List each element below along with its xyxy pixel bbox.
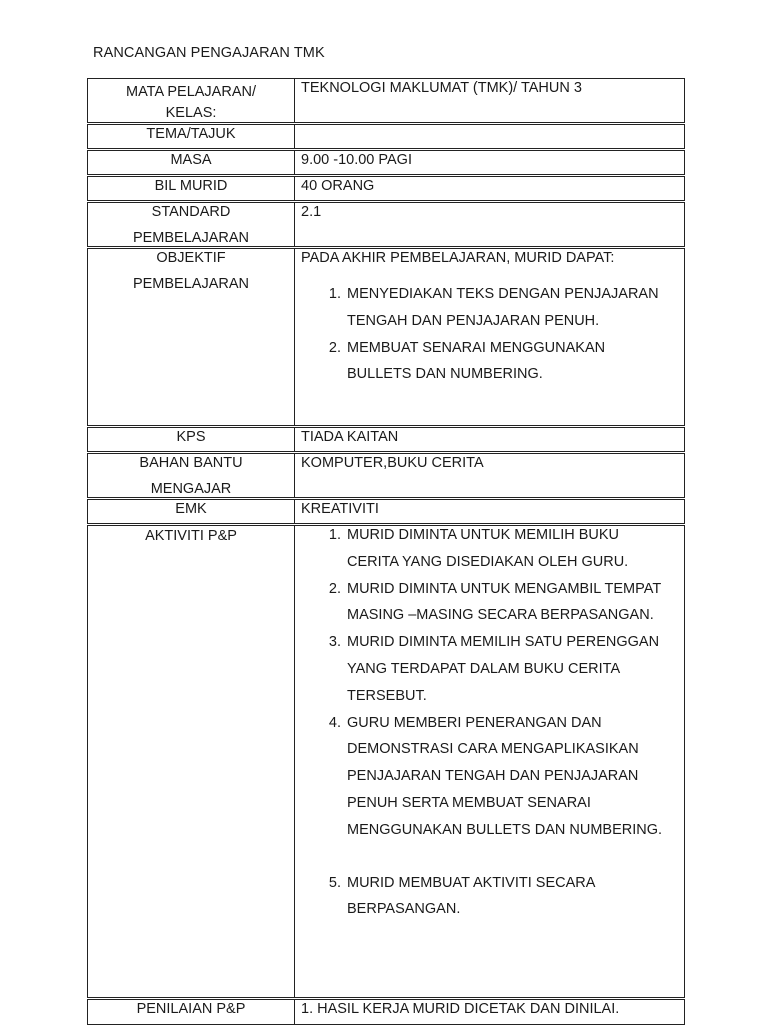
list-item (301, 522, 684, 576)
label-line: MENGAJAR (150, 481, 232, 497)
label-line: KELAS: (165, 105, 217, 121)
list-text: MURID DIMINTA UNTUK MENGAMBIL TEMPAT MASING –MASING SECARA BERPASANGAN. (347, 580, 661, 624)
row-masa (87, 150, 685, 175)
row-bil-murid (87, 176, 685, 201)
label-line: BAHAN BANTU (139, 455, 243, 471)
list-number: 2. (328, 580, 341, 597)
row-kps (87, 427, 685, 452)
label-objektif (88, 249, 295, 425)
label-line: OBJEKTIF (156, 250, 226, 266)
aktiviti-list (301, 522, 684, 923)
list-item (301, 335, 684, 389)
list-text: MURID MEMBUAT AKTIVITI SECARA BERPASANGAN. (347, 874, 595, 918)
row-bahan (87, 453, 685, 498)
label-line: PEMBELAJARAN (132, 276, 250, 292)
list-number: 4. (328, 714, 341, 731)
list-item (301, 710, 684, 844)
list-number: 1. (328, 527, 341, 543)
list-number: 1. (328, 286, 341, 302)
list-spacer (301, 844, 684, 870)
value-kps: TIADA KAITAN (301, 429, 399, 445)
list-item (301, 281, 684, 335)
row-tema (87, 124, 685, 149)
list-number: 2. (328, 339, 341, 356)
row-penilaian (87, 999, 685, 1025)
value-standard: 2.1 (301, 204, 322, 220)
label-bil-murid: BIL MURID (88, 177, 295, 200)
list-text: MEMBUAT SENARAI MENGGUNAKAN BULLETS DAN NUMBERING. (347, 339, 606, 383)
objektif-list (301, 281, 684, 388)
label-bahan (88, 454, 295, 497)
list-number: 5. (328, 874, 341, 891)
label-penilaian: PENILAIAN P&P (88, 1000, 295, 1024)
value-tema (295, 125, 684, 148)
list-text: MURID DIMINTA UNTUK MEMILIH BUKU CERITA YANG DISEDIAKAN OLEH GURU. (347, 527, 629, 570)
list-text: MENYEDIAKAN TEKS DENGAN PENJAJARAN TENGAH DAN PENJAJARAN PENUH. (347, 286, 659, 329)
row-emk (87, 499, 685, 524)
value-masa: 9.00 -10.00 PAGI (301, 152, 412, 168)
label-masa: MASA (88, 151, 295, 174)
label-line: STANDARD (151, 204, 231, 220)
list-text: GURU MEMBERI PENERANGAN DAN DEMONSTRASI CARA MENGAPLIKASIKAN PENJAJARAN TENGAH DAN PENJAJARAN PENUH SERTA MEMBUAT SENARAI MENGGUNAKAN BULLETS DAN NUMBERING. (347, 714, 663, 838)
label-line: MATA PELAJARAN/ (126, 84, 256, 100)
label-line: PEMBELAJARAN (132, 230, 250, 246)
objektif-intro: PADA AKHIR PEMBELAJARAN, MURID DAPAT: (301, 250, 615, 266)
value-bahan: KOMPUTER,BUKU CERITA (301, 455, 484, 471)
list-item (301, 629, 684, 709)
lesson-plan-table (87, 78, 685, 1025)
row-standard (87, 202, 685, 247)
value-objektif (295, 249, 684, 425)
list-number: 3. (328, 634, 341, 651)
label-kps: KPS (88, 428, 295, 451)
list-item (301, 576, 684, 630)
value-mata-pelajaran: TEKNOLOGI MAKLUMAT (TMK)/ TAHUN 3 (301, 80, 582, 96)
label-mata-pelajaran (88, 79, 295, 122)
row-aktiviti (87, 525, 685, 998)
value-penilaian: 1. HASIL KERJA MURID DICETAK DAN DINILAI. (301, 1001, 620, 1017)
list-text: MURID DIMINTA MEMILIH SATU PERENGGAN YANG TERDAPAT DALAM BUKU CERITA TERSEBUT. (347, 634, 660, 704)
document-title: RANCANGAN PENGAJARAN TMK (93, 45, 325, 61)
value-aktiviti (295, 526, 684, 997)
label-tema: TEMA/TAJUK (88, 125, 295, 148)
label-emk: EMK (88, 500, 295, 523)
value-emk: KREATIVITI (301, 501, 379, 517)
list-item (301, 870, 684, 924)
value-bil-murid: 40 ORANG (301, 178, 375, 194)
label-standard (88, 203, 295, 246)
label-aktiviti: AKTIVITI P&P (88, 526, 295, 997)
row-objektif (87, 248, 685, 426)
row-mata-pelajaran (87, 78, 685, 123)
